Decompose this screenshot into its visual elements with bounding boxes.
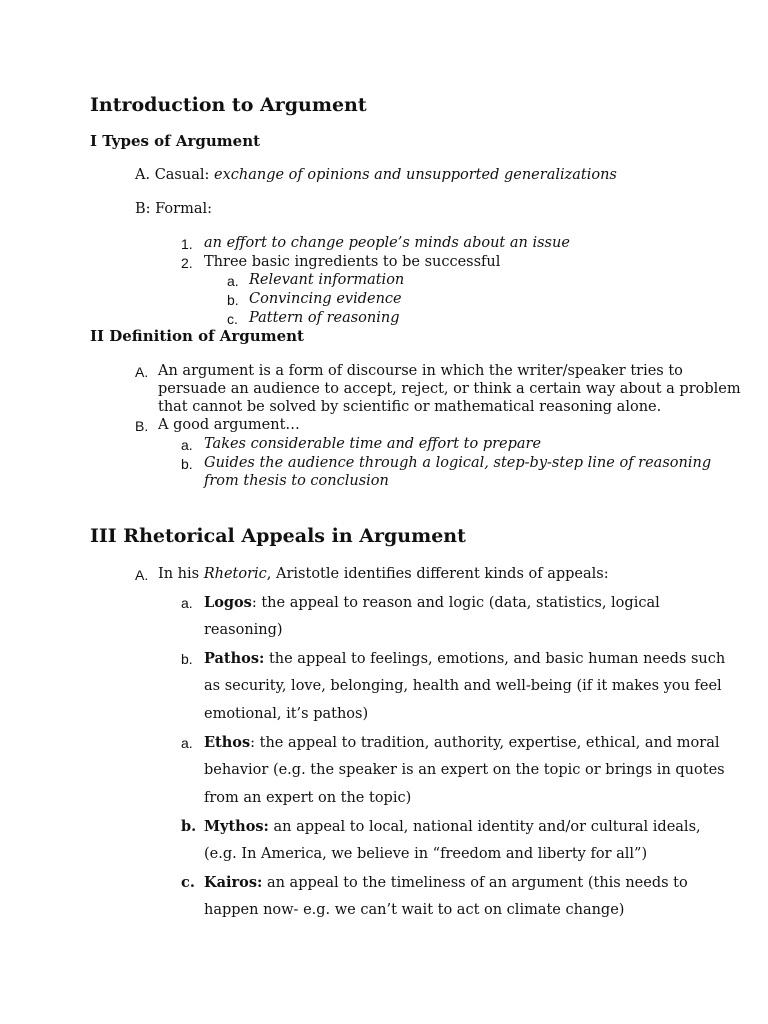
appeal-term: Ethos	[204, 734, 251, 751]
list-item: Convincing evidence	[249, 291, 402, 307]
casual-text: exchange of opinions and unsupported generalizations	[214, 167, 617, 183]
appeal-pathos	[204, 649, 725, 669]
appeal-ethos	[204, 733, 720, 753]
section-2-heading: II Definition of Argument	[90, 327, 304, 345]
list-item: Relevant information	[249, 272, 405, 288]
list-marker: a.	[227, 273, 239, 289]
list-marker: c.	[181, 874, 195, 891]
list-marker: b.	[181, 651, 193, 667]
list-marker: b.	[181, 456, 193, 472]
appeal-description: an appeal to the timeliness of an argument (this needs to	[262, 875, 688, 891]
appeal-mythos	[204, 817, 701, 837]
list-marker: b.	[181, 818, 197, 835]
appeal-description: : the appeal to tradition, authority, expertise, ethical, and moral	[250, 735, 720, 751]
appeal-term: Pathos:	[204, 650, 265, 667]
section-1-heading: I Types of Argument	[90, 132, 261, 150]
appeal-term: Kairos:	[204, 874, 263, 891]
list-marker: A.	[135, 567, 149, 583]
appeal-continued: reasoning)	[204, 622, 283, 638]
appeal-description: the appeal to feelings, emotions, and basic human needs such	[264, 651, 726, 667]
appeal-continued: as security, love, belonging, health and well-being (if it makes you feel	[204, 678, 722, 694]
list-marker: 2.	[181, 255, 193, 271]
appeal-continued: happen now- e.g. we can’t wait to act on climate change)	[204, 902, 625, 918]
appeal-logos	[204, 593, 660, 613]
formal-label: B: Formal:	[135, 201, 212, 217]
casual-item	[135, 166, 617, 185]
casual-label: A. Casual:	[135, 167, 210, 183]
list-item: Three basic ingredients to be successful	[204, 254, 501, 270]
list-marker: A.	[135, 364, 149, 380]
appeals-intro	[158, 565, 609, 584]
page-title: Introduction to Argument	[90, 94, 367, 116]
good-argument-text: A good argument…	[158, 417, 300, 433]
list-item: an effort to change people’s minds about an issue	[204, 235, 570, 251]
appeal-description: an appeal to local, national identity and/or cultural ideals,	[268, 819, 701, 835]
list-marker: B.	[135, 418, 149, 434]
appeal-continued: behavior (e.g. the speaker is an expert on the topic or brings in quotes	[204, 762, 725, 778]
appeal-term: Logos	[204, 594, 252, 611]
list-item: Takes considerable time and effort to prepare	[204, 436, 542, 452]
appeal-kairos	[204, 873, 688, 893]
list-marker: a.	[181, 437, 193, 453]
list-marker: c.	[227, 311, 238, 327]
list-marker: b.	[227, 292, 239, 308]
appeal-continued: from an expert on the topic)	[204, 790, 412, 806]
appeals-intro-post: , Aristotle identifies different kinds of appeals:	[266, 566, 609, 582]
list-item: Pattern of reasoning	[249, 310, 400, 326]
definition-line: An argument is a form of discourse in which the writer/speaker tries to	[158, 363, 683, 379]
appeals-intro-pre: In his	[158, 566, 204, 582]
list-item-continued: from thesis to conclusion	[204, 473, 389, 489]
list-marker: 1.	[181, 236, 193, 252]
section-3-heading: III Rhetorical Appeals in Argument	[90, 525, 466, 547]
list-marker: a.	[181, 735, 193, 751]
appeal-continued: emotional, it’s pathos)	[204, 706, 369, 722]
definition-line: persuade an audience to accept, reject, or think a certain way about a problem	[158, 381, 741, 397]
appeal-continued: (e.g. In America, we believe in “freedom and liberty for all”)	[204, 846, 648, 862]
appeal-description: : the appeal to reason and logic (data, statistics, logical	[251, 595, 660, 611]
rhetoric-title: Rhetoric	[203, 566, 267, 582]
definition-line: that cannot be solved by scientific or mathematical reasoning alone.	[158, 399, 662, 415]
list-item: Guides the audience through a logical, step-by-step line of reasoning	[204, 455, 712, 471]
appeal-term: Mythos:	[204, 818, 269, 835]
list-marker: a.	[181, 595, 193, 611]
